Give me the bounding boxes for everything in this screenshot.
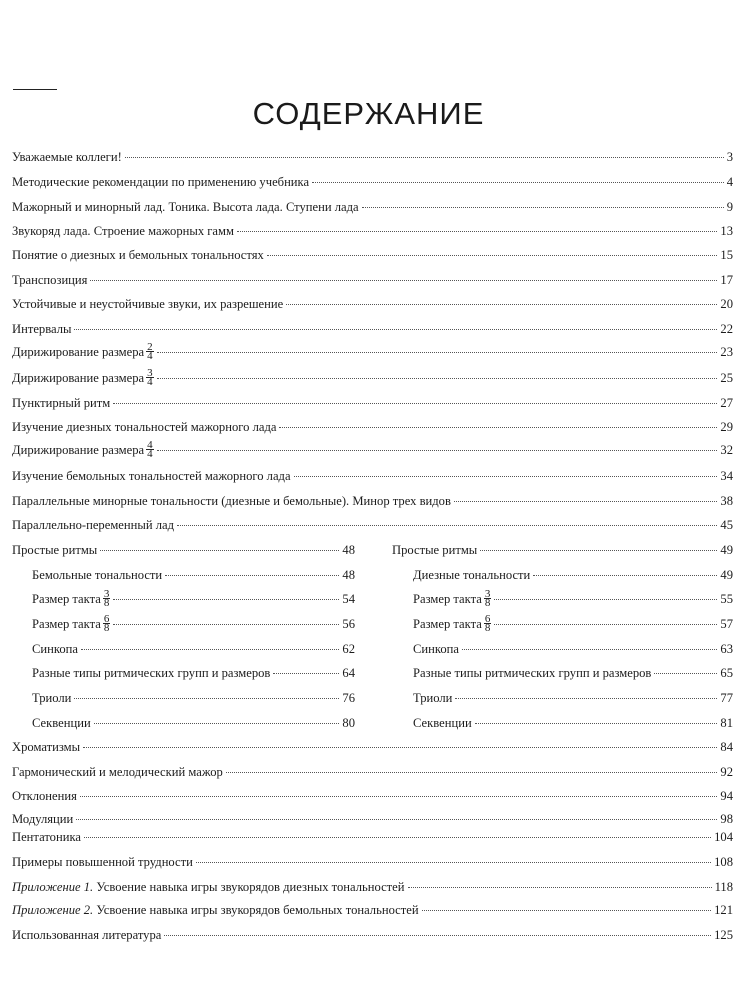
toc-entry-text: Синкопа xyxy=(413,642,459,656)
toc-entry-text: Триоли xyxy=(413,691,453,705)
toc-entry xyxy=(12,467,733,485)
dot-leader xyxy=(113,598,339,600)
time-signature-numerator: 3 xyxy=(484,587,491,600)
toc-entry-label xyxy=(12,366,154,388)
toc-entry-text: Интервалы xyxy=(12,322,72,336)
toc-entry-label xyxy=(12,173,309,191)
toc-entry-page-number: 55 xyxy=(720,592,733,606)
toc-entry-label xyxy=(12,340,154,362)
toc-entry-page-number: 56 xyxy=(342,617,355,631)
dot-leader xyxy=(494,598,717,600)
toc-entry-label xyxy=(12,516,174,534)
time-signature-numerator: 2 xyxy=(147,340,153,353)
time-signature-numerator: 4 xyxy=(147,438,153,451)
toc-entry-label xyxy=(12,492,451,510)
toc-entry-page-number: 9 xyxy=(726,200,733,214)
toc-entry-label xyxy=(413,640,459,658)
dot-leader xyxy=(81,648,339,650)
toc-entry-label xyxy=(12,787,77,805)
toc-entry xyxy=(413,664,733,682)
toc-entry-page-number: 38 xyxy=(720,494,733,508)
toc-entry xyxy=(32,664,355,682)
dot-leader xyxy=(480,549,717,551)
toc-entry-page-number: 80 xyxy=(342,716,355,730)
toc-entry-page-number: 118 xyxy=(714,880,733,894)
toc-entry xyxy=(32,587,355,609)
dot-leader xyxy=(475,722,718,724)
toc-entry-label xyxy=(12,926,161,944)
dot-leader xyxy=(165,574,339,576)
dot-leader xyxy=(294,475,718,477)
toc-entry-label xyxy=(32,587,110,609)
toc-entry-page-number: 108 xyxy=(714,855,733,869)
toc-entry-page-number: 4 xyxy=(726,175,733,189)
dot-leader xyxy=(157,449,718,451)
toc-entry-page-number: 23 xyxy=(720,345,733,359)
dot-leader xyxy=(80,795,718,797)
time-signature xyxy=(146,366,154,388)
toc-entry-text: Хроматизмы xyxy=(12,740,81,754)
dot-leader xyxy=(408,886,712,888)
toc-entry-text: Бемольные тональности xyxy=(32,568,163,582)
toc-entry-text: Параллельно-переменный лад xyxy=(12,518,174,532)
time-signature-denominator: 8 xyxy=(484,621,491,634)
dot-leader xyxy=(84,836,711,838)
toc-entry-page-number: 64 xyxy=(342,666,355,680)
toc-entry-label xyxy=(413,689,452,707)
dot-leader xyxy=(157,377,718,379)
toc-entry xyxy=(12,246,733,264)
toc-entry-page-number: 13 xyxy=(720,224,733,238)
toc-entry-text: Размер такта xyxy=(413,592,482,606)
toc-entry-label xyxy=(12,853,193,871)
toc-entry-text: Диезные тональности xyxy=(413,568,531,582)
toc-entry-text: Размер такта xyxy=(32,592,101,606)
toc-entry-text: Устойчивые и неустойчивые звуки, их разрешение xyxy=(12,297,284,311)
toc-entry-text: Изучение бемольных тональностей мажорного лада xyxy=(12,469,291,483)
time-signature xyxy=(146,438,154,460)
toc-entry xyxy=(12,853,733,871)
time-signature-denominator: 8 xyxy=(103,621,110,634)
toc-entry xyxy=(12,418,733,436)
toc-entry xyxy=(12,320,733,338)
dot-leader xyxy=(83,746,717,748)
toc-entry-page-number: 94 xyxy=(720,789,733,803)
toc-entry-label xyxy=(12,198,359,216)
toc-entry-label xyxy=(32,566,162,584)
dot-leader xyxy=(422,909,712,911)
toc-entry-text: Пентатоника xyxy=(12,830,81,844)
toc-entry-label xyxy=(12,246,264,264)
toc-entry-label xyxy=(413,566,530,584)
time-signature xyxy=(484,587,492,609)
toc-entry xyxy=(12,222,733,240)
toc-entry-text: Транспозиция xyxy=(12,273,88,287)
toc-entry xyxy=(12,340,733,362)
toc-entry xyxy=(12,198,733,216)
toc-entry-page-number: 98 xyxy=(720,812,733,826)
toc-entry-label xyxy=(12,738,80,756)
toc-entry-text: Дирижирование размера xyxy=(12,371,145,385)
time-signature-numerator: 6 xyxy=(103,612,110,625)
toc-entry xyxy=(12,394,733,412)
toc-entry-text: Размер такта xyxy=(32,617,101,631)
toc-entry-label xyxy=(12,541,97,559)
time-signature xyxy=(484,612,492,634)
toc-entry xyxy=(32,612,355,634)
toc-entry-text: Простые ритмы xyxy=(392,543,478,557)
toc-entry-label xyxy=(12,438,154,460)
toc-entry-text: Синкопа xyxy=(32,642,78,656)
toc-entry xyxy=(413,587,733,609)
toc-entry-label xyxy=(32,612,110,634)
toc-entry-label xyxy=(12,901,419,919)
toc-entry-page-number: 77 xyxy=(720,691,733,705)
toc-entry xyxy=(12,148,733,166)
time-signature xyxy=(103,587,111,609)
time-signature-denominator: 4 xyxy=(147,447,153,460)
toc-entry xyxy=(413,714,733,732)
toc-entry-page-number: 104 xyxy=(714,830,733,844)
toc-entry-text: Дирижирование размера xyxy=(12,443,145,457)
dot-leader xyxy=(74,697,339,699)
toc-entry-label xyxy=(12,148,122,166)
toc-entry-label xyxy=(12,394,110,412)
dot-leader xyxy=(279,426,717,428)
toc-entry-label xyxy=(32,714,91,732)
toc-entry xyxy=(12,541,355,559)
toc-entry-text: Усвоение навыка игры звукорядов бемольных тональностей xyxy=(96,903,419,917)
dot-leader xyxy=(533,574,717,576)
toc-entry-label xyxy=(12,418,276,436)
dot-leader xyxy=(90,279,717,281)
toc-entry-text: Разные типы ритмических групп и размеров xyxy=(32,666,271,680)
toc-entry-text: Триоли xyxy=(32,691,72,705)
toc-entry-label xyxy=(413,587,491,609)
toc-entry xyxy=(32,566,355,584)
toc-entry-page-number: 48 xyxy=(342,543,355,557)
time-signature-denominator: 8 xyxy=(103,596,110,609)
toc-entry-page-number: 92 xyxy=(720,765,733,779)
toc-entry-prefix: Приложение 2. xyxy=(12,903,94,917)
time-signature-numerator: 6 xyxy=(484,612,491,625)
toc-entry-label xyxy=(12,222,234,240)
toc-entry-page-number: 3 xyxy=(726,150,733,164)
toc-entry-page-number: 84 xyxy=(720,740,733,754)
toc-entry xyxy=(12,763,733,781)
dot-leader xyxy=(273,672,339,674)
toc-entry-text: Секвенции xyxy=(413,716,472,730)
toc-entry-label xyxy=(12,271,87,289)
toc-entry-text: Модуляции xyxy=(12,812,74,826)
toc-entry xyxy=(32,640,355,658)
toc-entry-label xyxy=(12,320,71,338)
dot-leader xyxy=(100,549,339,551)
toc-entry-page-number: 15 xyxy=(720,248,733,262)
toc-entry xyxy=(12,492,733,510)
time-signature-numerator: 3 xyxy=(103,587,110,600)
toc-entry-text: Изучение диезных тональностей мажорного лада xyxy=(12,420,277,434)
toc-entry xyxy=(12,810,733,828)
page-title: СОДЕРЖАНИЕ xyxy=(252,96,485,131)
toc-entry-text: Использованная литература xyxy=(12,928,162,942)
toc-entry-label xyxy=(12,878,405,896)
toc-entry-text: Отклонения xyxy=(12,789,77,803)
page-header-rule xyxy=(13,89,57,90)
toc-entry-text: Звукоряд лада. Строение мажорных гамм xyxy=(12,224,234,238)
toc-entry-text: Уважаемые коллеги! xyxy=(12,150,122,164)
dot-leader xyxy=(454,500,717,502)
dot-leader xyxy=(74,328,717,330)
toc-entry-page-number: 25 xyxy=(720,371,733,385)
toc-entry-label xyxy=(413,714,472,732)
dot-leader xyxy=(113,623,339,625)
toc-entry xyxy=(12,516,733,534)
dot-leader xyxy=(286,303,717,305)
toc-entry xyxy=(413,612,733,634)
toc-entry-page-number: 34 xyxy=(720,469,733,483)
dot-leader xyxy=(76,818,717,820)
dot-leader xyxy=(455,697,717,699)
dot-leader xyxy=(94,722,340,724)
dot-leader xyxy=(654,672,717,674)
toc-entry xyxy=(413,640,733,658)
toc-entry-page-number: 121 xyxy=(714,903,733,917)
toc-entry-page-number: 54 xyxy=(342,592,355,606)
toc-entry-page-number: 20 xyxy=(720,297,733,311)
toc-entry-label xyxy=(32,640,78,658)
toc-entry xyxy=(12,173,733,191)
toc-entry xyxy=(12,828,733,846)
dot-leader xyxy=(226,771,718,773)
time-signature-denominator: 8 xyxy=(484,596,491,609)
toc-entry-page-number: 76 xyxy=(342,691,355,705)
dot-leader xyxy=(164,934,711,936)
toc-entry-page-number: 62 xyxy=(342,642,355,656)
toc-entry-label xyxy=(12,295,283,313)
toc-entry xyxy=(12,271,733,289)
toc-entry-page-number: 17 xyxy=(720,273,733,287)
toc-entry xyxy=(12,787,733,805)
toc-entry-page-number: 32 xyxy=(720,443,733,457)
dot-leader xyxy=(177,524,717,526)
toc-entry-page-number: 63 xyxy=(720,642,733,656)
dot-leader xyxy=(113,402,717,404)
toc-entry-page-number: 27 xyxy=(720,396,733,410)
toc-entry-text: Гармонический и мелодический мажор xyxy=(12,765,223,779)
toc-entry xyxy=(12,295,733,313)
toc-entry-page-number: 81 xyxy=(720,716,733,730)
time-signature-denominator: 4 xyxy=(147,349,153,362)
toc-entry-label xyxy=(12,810,73,828)
dot-leader xyxy=(237,230,717,232)
toc-entry-page-number: 29 xyxy=(720,420,733,434)
toc-entry-text: Простые ритмы xyxy=(12,543,98,557)
toc-entry xyxy=(12,738,733,756)
toc-entry-text: Понятие о диезных и бемольных тональностях xyxy=(12,248,264,262)
dot-leader xyxy=(462,648,717,650)
toc-entry-text: Пунктирный ритм xyxy=(12,396,111,410)
toc-entry-page-number: 45 xyxy=(720,518,733,532)
toc-entry xyxy=(12,366,733,388)
toc-entry xyxy=(32,714,355,732)
toc-entry xyxy=(12,438,733,460)
toc-entry-text: Секвенции xyxy=(32,716,91,730)
toc-entry xyxy=(413,566,733,584)
toc-entry-label xyxy=(12,763,223,781)
toc-entry-text: Усвоение навыка игры звукорядов диезных тональностей xyxy=(96,880,405,894)
toc-entry-label xyxy=(12,828,81,846)
dot-leader xyxy=(494,623,717,625)
toc-entry-page-number: 49 xyxy=(720,543,733,557)
dot-leader xyxy=(362,206,724,208)
toc-entry-page-number: 57 xyxy=(720,617,733,631)
dot-leader xyxy=(196,861,711,863)
time-signature xyxy=(146,340,154,362)
toc-entry-label xyxy=(32,664,270,682)
toc-entry xyxy=(12,878,733,896)
toc-entry-text: Разные типы ритмических групп и размеров xyxy=(413,666,652,680)
toc-entry-text: Размер такта xyxy=(413,617,482,631)
toc-entry-label xyxy=(32,689,71,707)
toc-entry-page-number: 48 xyxy=(342,568,355,582)
toc-entry-text: Параллельные минорные тональности (диезные и бемольные). Минор трех видов xyxy=(12,494,451,508)
toc-entry-text: Методические рекомендации по применению учебника xyxy=(12,175,310,189)
time-signature xyxy=(103,612,111,634)
dot-leader xyxy=(125,156,724,158)
toc-entry xyxy=(392,541,733,559)
toc-entry-label xyxy=(413,664,651,682)
toc-entry xyxy=(12,901,733,919)
toc-entry-label xyxy=(413,612,491,634)
toc-entry-page-number: 125 xyxy=(714,928,733,942)
toc-entry-label xyxy=(392,541,477,559)
toc-entry-text: Мажорный и минорный лад. Тоника. Высота лада. Ступени лада xyxy=(12,200,359,214)
time-signature-denominator: 4 xyxy=(147,375,153,388)
toc-entry-prefix: Приложение 1. xyxy=(12,880,94,894)
toc-entry-page-number: 65 xyxy=(720,666,733,680)
toc-entry xyxy=(413,689,733,707)
toc-entry-page-number: 22 xyxy=(720,322,733,336)
toc-entry-text: Дирижирование размера xyxy=(12,345,145,359)
toc-entry-page-number: 49 xyxy=(720,568,733,582)
toc-entry xyxy=(12,926,733,944)
dot-leader xyxy=(157,351,718,353)
time-signature-numerator: 3 xyxy=(147,366,153,379)
toc-entry-text: Примеры повышенной трудности xyxy=(12,855,193,869)
toc-entry-label xyxy=(12,467,291,485)
toc-entry xyxy=(32,689,355,707)
dot-leader xyxy=(267,254,718,256)
dot-leader xyxy=(312,181,724,183)
